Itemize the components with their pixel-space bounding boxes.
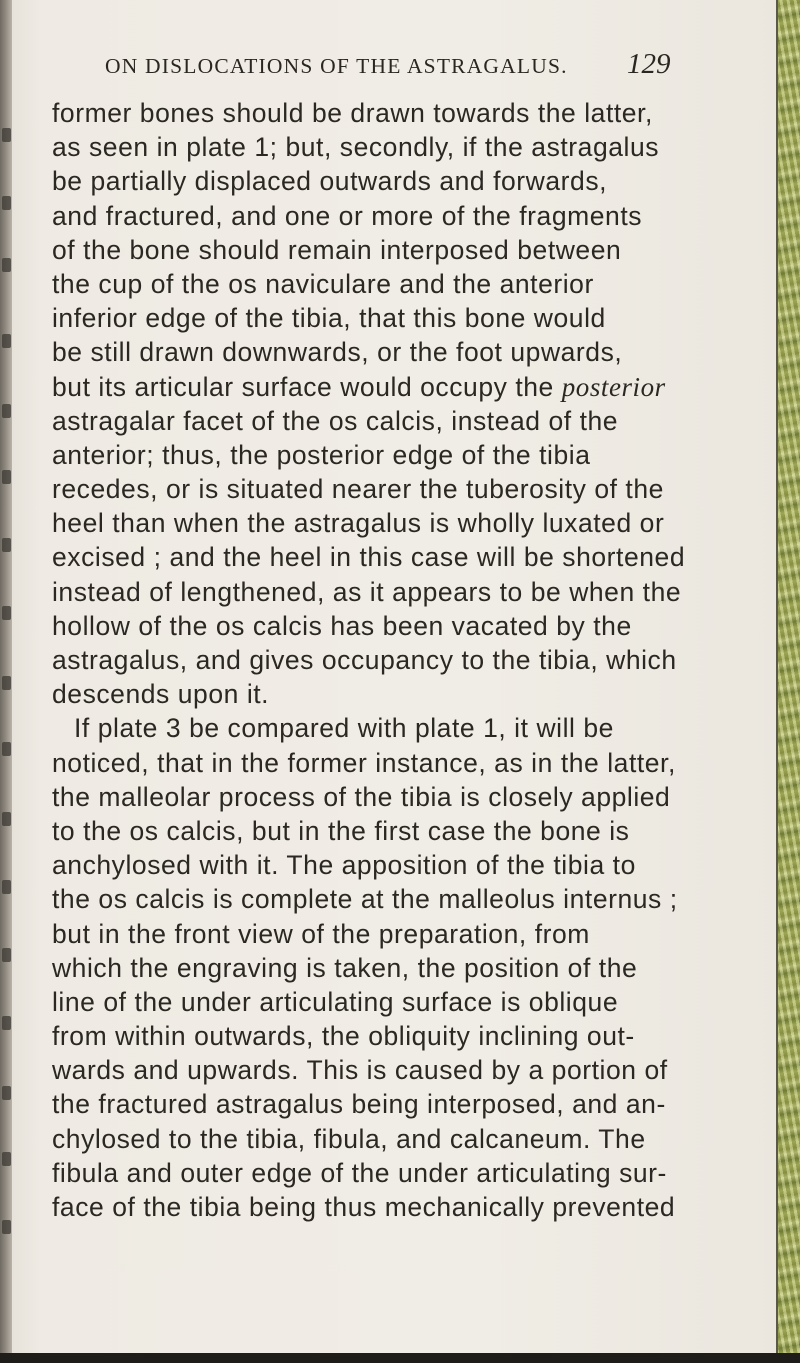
text-line: which the engraving is taken, the position of the [52,952,638,983]
text-line: face of the tibia being thus mechanically prevented [52,1192,676,1222]
text-line: former bones should be drawn towards the latter, [52,98,653,128]
text-line: anchylosed with it. The apposition of the tibia to [52,850,636,881]
text-line: wards and upwards. This is caused by a portion of [52,1055,668,1086]
text-line: line of the under articulating surface is oblique [52,986,619,1017]
text-line: from within outwards, the obliquity inclining out- [52,1021,635,1052]
text-line: noticed, that in the former instance, as in the latter, [52,747,676,778]
page-number: 129 [627,48,671,80]
text-run: but its articular surface would occupy the [52,371,562,402]
text-line: hollow of the os calcis has been vacated by the [52,610,632,641]
text-line: recedes, or is situated nearer the tuberosity of the [52,474,664,505]
text-line: inferior edge of the tibia, that this bone would [52,303,606,334]
text-line: astragalar facet of the os calcis, instead of the [52,405,619,436]
running-header [105,48,705,86]
text-line: fibula and outer edge of the under articulating sur- [52,1157,667,1188]
bottom-dark-edge [0,1353,800,1363]
text-line: excised ; and the heel in this case will be shortened [52,542,686,573]
text-line: but in the front view of the preparation, from [52,918,590,949]
text-line: as seen in plate 1; but, secondly, if the astragalus [52,132,660,163]
marbled-page-edge [776,0,800,1363]
text-line: to the os calcis, but in the first case the bone is [52,815,630,846]
text-line [52,370,742,404]
text-line: If plate 3 be compared with plate 1, it will be [74,713,614,744]
text-line: the cup of the os naviculare and the anterior [52,268,594,299]
text-line: descends upon it. [52,679,270,710]
text-line: astragalus, and gives occupancy to the tibia, which [52,645,677,675]
italic-emphasis: posterior [561,371,666,402]
text-line: instead of lengthened, as it appears to be when the [52,576,682,607]
text-line: chylosed to the tibia, fibula, and calcaneum. The [52,1123,646,1154]
text-line: and fractured, and one or more of the fragments [52,200,643,231]
text-line: be still drawn downwards, or the foot upwards, [52,337,623,368]
body-text [52,96,742,1224]
text-line: anterior; thus, the posterior edge of the tibia [52,439,591,470]
book-binding-edge [0,0,12,1363]
text-line: be partially displaced outwards and forwards, [52,166,608,197]
text-line: of the bone should remain interposed between [52,234,622,265]
text-line: the malleolar process of the tibia is closely applied [52,781,671,812]
text-line: the os calcis is complete at the malleolus internus ; [52,884,678,915]
text-line: heel than when the astragalus is wholly luxated or [52,508,665,539]
header-title: ON DISLOCATIONS OF THE ASTRAGALUS. [105,54,568,78]
text-line: the fractured astragalus being interposed, and an- [52,1089,666,1120]
